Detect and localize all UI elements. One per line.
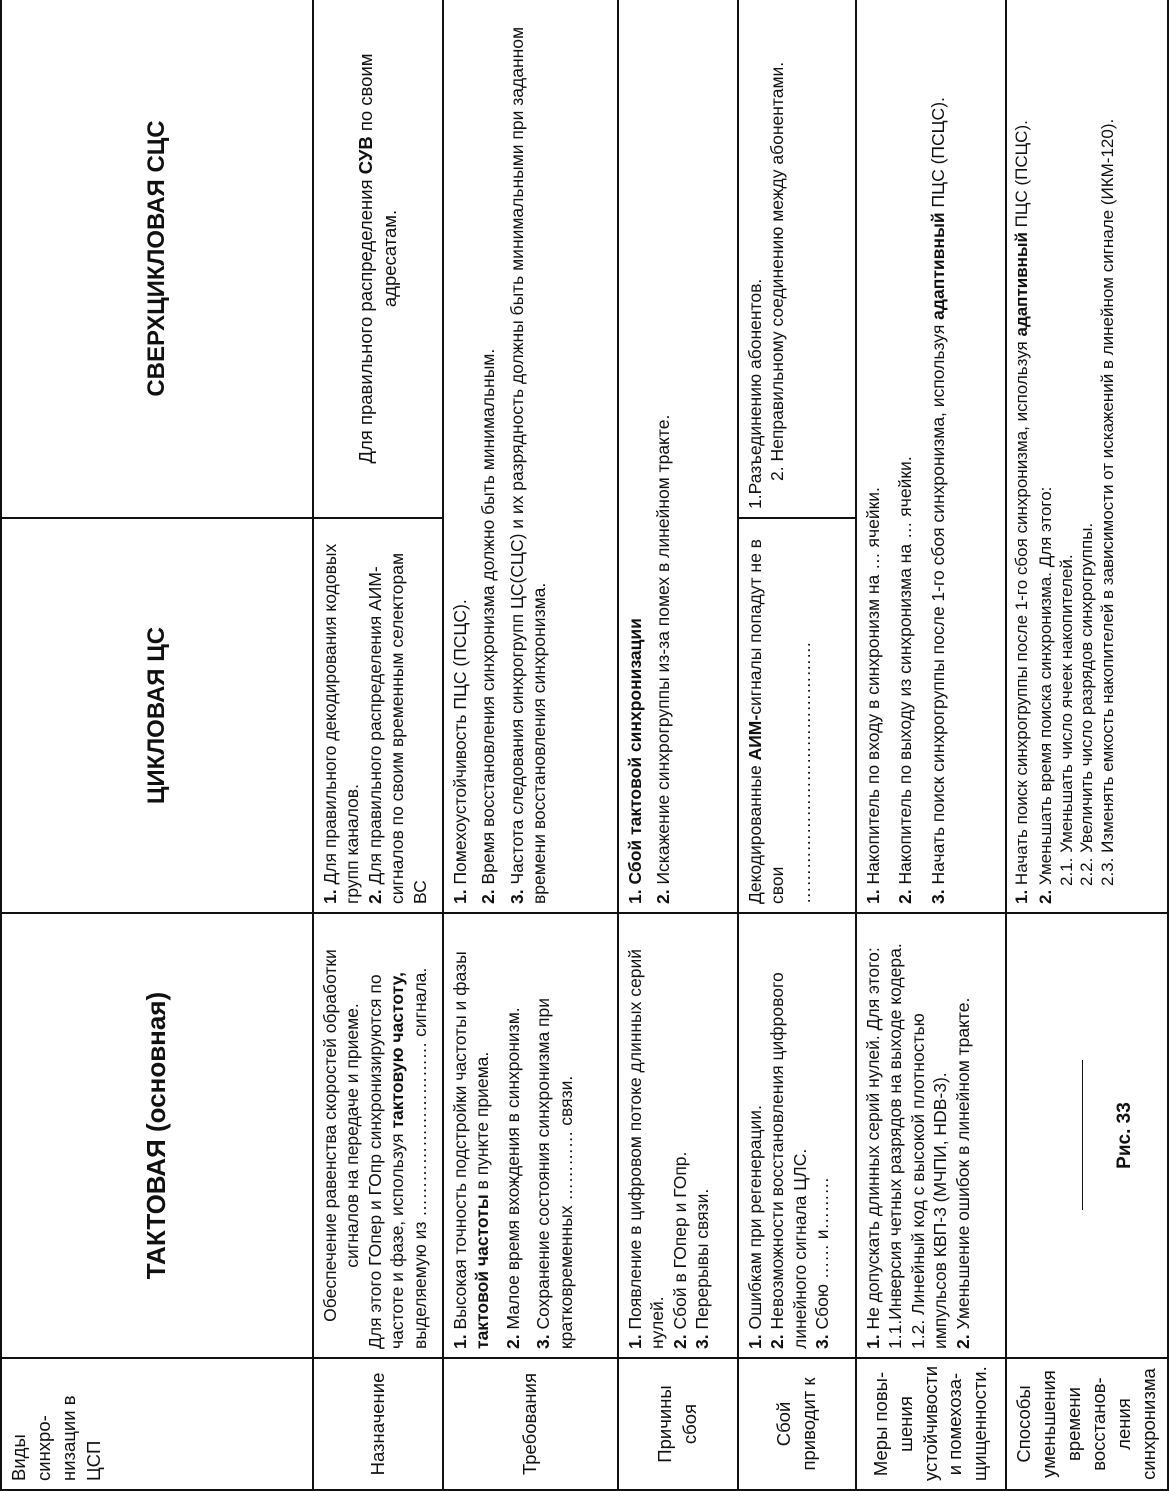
- frame-meas-num-2: 2.: [895, 889, 916, 904]
- clock-cons-text-1: Ошибкам при регенерации.: [745, 1105, 765, 1330]
- superframe-purpose-cell: [313, 0, 443, 518]
- frame-cons-bold: АИМ-: [745, 714, 765, 761]
- frame-purpose-item-1: [319, 527, 364, 904]
- clock-meas-text-4: Уменьшение ошибок в линейном тракте.: [952, 997, 973, 1330]
- superframe-purpose-bold: СУВ: [355, 136, 377, 175]
- frame-purpose-cell: [313, 518, 443, 913]
- clock-meas-item-2: [884, 922, 906, 1349]
- frame-purpose-item-2: [364, 527, 431, 904]
- frame-meas-text-1: Накопитель по входу в синхронизм на … ячейки.: [863, 487, 883, 885]
- clock-cons-num-3: 3.: [812, 1334, 833, 1349]
- clock-purpose-cell: [313, 913, 443, 1358]
- frame-method-post-1: ПЦС (ПСЦС).: [1012, 120, 1031, 233]
- frame-meas-item-3: [927, 8, 949, 904]
- header-frame-sync: [1, 518, 313, 913]
- frame-measures-cell: [856, 0, 1006, 913]
- frame-cons-post: сигналы попадут не в свои: [745, 539, 788, 904]
- clock-cause-item-3: [691, 922, 713, 1349]
- clock-purpose-text: Для этого ГОпер и ГОпр синхронизируются по частоте и фазе, используя: [364, 974, 408, 1349]
- clock-meas-item-4: [952, 922, 974, 1349]
- superframe-cons-num-2: 2.: [767, 466, 788, 481]
- clock-req-bold-1: тактовой частоты: [472, 1194, 493, 1349]
- clock-purpose-bold: тактовую частоту,: [387, 972, 408, 1129]
- frame-req-text-3: Частота следования синхрогрупп ЦС(СЦС) и их разрядность должны быть минимальными при заданном времени восстановления синхронизма.: [506, 26, 550, 904]
- clock-req-num-3: 3.: [533, 1334, 554, 1349]
- clock-cause-num-1: 1.: [625, 1334, 645, 1349]
- frame-cons-pre: Декодированные: [745, 760, 765, 904]
- clock-purpose-line-2: [364, 922, 409, 1349]
- clock-meas-text-3: Линейный код с высокой плотностью импульсов КВП-3 (МЧПИ, HDB-3).: [907, 1013, 951, 1349]
- frame-cause-item-2: [652, 8, 674, 904]
- clock-cause-text-2: Сбой в ГОпер и ГОпр.: [669, 1151, 690, 1330]
- label-requirements: Требования: [443, 1358, 618, 1490]
- clock-cause-text-3: Перерывы связи.: [692, 1188, 713, 1330]
- frame-meas-bold-3: адаптивный: [927, 212, 948, 320]
- clock-meas-item-1: [862, 922, 884, 1349]
- clock-requirements-cell: [443, 913, 618, 1358]
- frame-req-num-2: 2.: [478, 889, 499, 904]
- superframe-cons-item-1: [744, 8, 766, 509]
- frame-method-pre-1: Начать поиск синхрогруппы после 1-го сбоя синхронизма, используя: [1012, 336, 1031, 886]
- frame-purpose-text-1: Для правильного декодирования кодовых групп каналов.: [320, 543, 363, 904]
- header-frame-text: ЦИКЛОВАЯ ЦС: [143, 626, 170, 805]
- clock-cause-text-1: Появление в цифровом потоке длинных серий нулей.: [625, 949, 668, 1349]
- frame-req-text-1: Помехоустойчивость ПЦС (ПСЦС).: [450, 599, 470, 885]
- frame-requirements-cell: [443, 0, 618, 913]
- clock-methods-cell: [1006, 913, 1168, 1358]
- clock-cons-item-2: [766, 922, 811, 1349]
- clock-meas-num-4: 2.: [952, 1334, 973, 1349]
- frame-method-item-2: [1036, 8, 1056, 904]
- clock-req-pre-2: Малое время вхождения в синхронизм.: [502, 1007, 523, 1330]
- frame-consequences-cell: [738, 518, 856, 913]
- clock-meas-text-1: Не допускать длинных серий нулей. Для этого:: [863, 947, 883, 1330]
- superframe-cons-num-1: 1.: [745, 494, 765, 509]
- frame-req-item-1: [449, 8, 471, 904]
- clock-cause-num-2: 2.: [669, 1334, 690, 1349]
- clock-req-item-1: [449, 922, 494, 1349]
- clock-consequences-cell: [738, 913, 856, 1358]
- frame-meas-text-2: Накопитель по выходу из синхронизма на … ячейки.: [895, 456, 916, 885]
- superframe-cons-text-1: Разъединению абонентов.: [745, 278, 765, 495]
- clock-purpose-line-3: выделяемую из ………………………… сигнала.: [409, 967, 430, 1349]
- frame-method-bold-1: адаптивный: [1012, 232, 1031, 337]
- frame-req-text-2: Время восстановления синхронизма должно быть минимальным.: [478, 348, 499, 885]
- clock-req-item-3: [532, 922, 577, 1349]
- frame-purpose-num-2: 2.: [364, 889, 385, 904]
- frame-method-sub-2: 2.2. Увеличить число разрядов синхрогруппы.: [1077, 522, 1097, 886]
- clock-measures-cell: [856, 913, 1006, 1358]
- frame-req-num-1: 1.: [450, 889, 470, 904]
- frame-method-sub-3: 2.3. Изменять емкость накопителей в зависимости от искажений в линейном сигнале (ИКМ-120).: [1097, 118, 1117, 886]
- frame-meas-num-1: 1.: [863, 889, 883, 904]
- superframe-purpose-pre: Для правильного распределения: [355, 174, 377, 464]
- clock-purpose-line-1: Обеспечение равенства скоростей обработки сигналов на передаче и приеме.: [320, 949, 363, 1322]
- frame-method-sub-1: 2.1. Уменьшать число ячеек накопителей.: [1056, 554, 1076, 886]
- clock-req-num-2: 2.: [502, 1334, 523, 1349]
- frame-meas-item-1: [862, 8, 884, 904]
- clock-meas-num-3: 1.2.: [907, 1319, 928, 1349]
- clock-cons-num-2: 2.: [767, 1334, 788, 1349]
- label-causes: Причины сбоя: [618, 1358, 738, 1490]
- superframe-purpose-post: по своим адресатам.: [355, 53, 400, 308]
- clock-meas-text-2: Инверсия четных разрядов на выходе кодера.: [885, 943, 906, 1320]
- label-measures: Меры повы-шения устойчивости и помехоза-щищенности.: [856, 1358, 1006, 1490]
- corner-label: Виды синхро-низации в ЦСП: [1, 1358, 313, 1490]
- frame-method-text-2: Уменьшать время поиска синхронизма. Для этого:: [1036, 486, 1056, 886]
- label-consequences: Сбой приводит к: [738, 1358, 856, 1490]
- superframe-consequences-cell: [738, 0, 856, 518]
- figure-divider: [1082, 1061, 1083, 1211]
- clock-cause-item-1: [624, 922, 669, 1349]
- header-superframe-sync: [1, 0, 313, 518]
- frame-req-item-3: [506, 8, 551, 904]
- clock-cons-text-3: Сбою …… и………: [812, 1176, 833, 1330]
- clock-req-pre-1: Высокая точность подстройки частоты и фазы: [450, 951, 470, 1330]
- figure-caption: Рис. 33: [1114, 1102, 1135, 1169]
- frame-cons-line: [744, 527, 789, 904]
- clock-cons-text-2: Невозможности восстановления цифрового линейного сигнала ЦЛС.: [767, 972, 810, 1349]
- clock-causes-cell: [618, 913, 738, 1358]
- clock-req-post-1: в пункте приема.: [472, 1051, 493, 1195]
- clock-cause-item-2: [669, 922, 691, 1349]
- frame-methods-cell: [1006, 0, 1168, 913]
- clock-cons-item-1: [744, 922, 766, 1349]
- frame-cause-text-1: Сбой тактовой синхронизации: [625, 618, 645, 885]
- clock-req-num-1: 1.: [450, 1334, 470, 1349]
- clock-cons-num-1: 1.: [745, 1334, 765, 1349]
- frame-purpose-text-2: Для правильного распределения АИМ-сигналов по своим временным селекторам ВС: [364, 553, 430, 904]
- clock-meas-num-1: 1.: [863, 1334, 883, 1349]
- frame-method-num-2: 2.: [1036, 889, 1056, 904]
- header-superframe-text: СВЕРХЦИКЛОВАЯ СЦС: [143, 120, 170, 397]
- superframe-cons-text-2: Неправильному соединению между абонентами.: [767, 61, 788, 462]
- frame-meas-item-2: [894, 8, 916, 904]
- clock-req-pre-3: Сохранение состояния синхронизма при кратковременных ………… связи.: [533, 997, 576, 1349]
- label-purpose: Назначение: [313, 1358, 443, 1490]
- clock-cause-num-3: 3.: [692, 1334, 713, 1349]
- frame-req-num-3: 3.: [506, 889, 527, 904]
- clock-meas-item-3: [907, 922, 952, 1349]
- frame-meas-post-3: ПЦС (ПСЦС).: [927, 97, 948, 213]
- label-methods: Способы уменьшения времени восстанов-ления синхронизма: [1006, 1358, 1168, 1490]
- frame-method-num-1: 1.: [1012, 889, 1031, 904]
- frame-req-item-2: [477, 8, 499, 904]
- frame-cause-num-2: 2.: [653, 889, 674, 904]
- clock-req-item-2: [502, 922, 524, 1349]
- frame-causes-cell: [618, 0, 738, 913]
- frame-cons-dots: ………………………………………: [793, 641, 814, 904]
- superframe-cons-item-2: [766, 8, 788, 509]
- clock-meas-num-2: 1.1.: [885, 1319, 906, 1349]
- frame-purpose-num-1: 1.: [320, 889, 340, 904]
- frame-cause-text-2: Искажение синхрогруппы из-за помех в линейном тракте.: [653, 414, 674, 885]
- frame-cause-item-1: [624, 8, 646, 904]
- header-clock-sync: ТАКТОВАЯ (основная): [1, 913, 313, 1358]
- frame-method-item-1: [1012, 8, 1032, 904]
- frame-cause-num-1: 1.: [625, 889, 645, 904]
- frame-meas-pre-3: Начать поиск синхрогруппы после 1-го сбоя синхронизма, используя: [927, 319, 948, 885]
- clock-cons-item-3: [811, 922, 833, 1349]
- frame-meas-num-3: 3.: [927, 889, 948, 904]
